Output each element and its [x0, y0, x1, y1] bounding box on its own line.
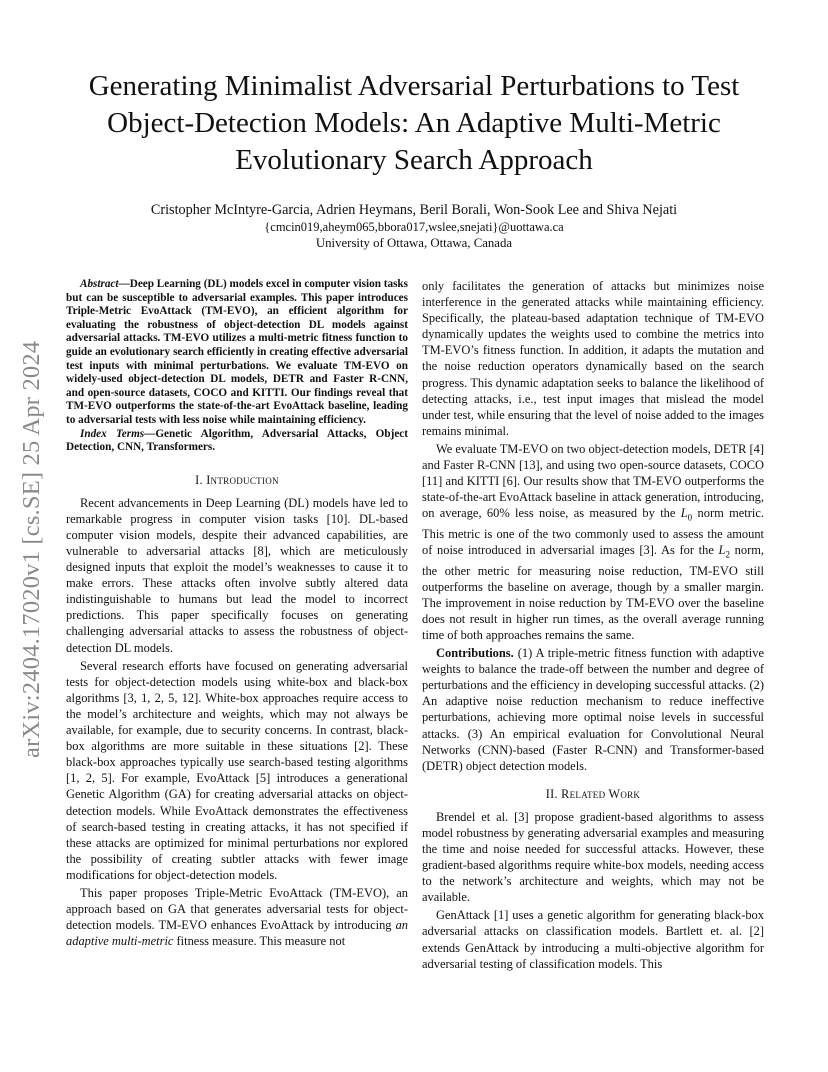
related-paragraph-2: GenAttack [1] uses a genetic algorithm for generating black-box adversarial attacks on classification models. Bartlett et. al. [2] extends GenAttack by introducing a multi-objective algorithm for adversarial testing of classification models. This	[422, 908, 764, 971]
l0-symbol: L	[680, 506, 688, 521]
contributions-text: (1) A triple-metric fitness function with adaptive weights to balance the trade-off between the number and degree of perturbations and the efficiency in developing successful attacks. (2) An adaptive noise reduction mechanism to reduce ineffective perturbations, achieving more optimal noise levels in successful attacks. (3) An empirical evaluation for Convolutional Neural Networks (CNN)-based (Faster R-CNN) and Transformer-based (DETR) object detection models.	[422, 646, 764, 773]
abstract-text: —Deep Learning (DL) models excel in computer vision tasks but can be susceptible to adversarial examples. This paper introduces Triple-Metric EvoAttack (TM-EVO), an efficient algorithm for evaluating the robustness of object-detection DL models against adversarial attacks. TM-EVO utilizes a multi-metric fitness function to guide an evolutionary search efficiently in creating effective adversarial test inputs with minimal perturbations. We evaluate TM-EVO on widely-used object-detection DL models, DETR and Faster R-CNN, and open-source datasets, COCO and KITTI. Our findings reveal that TM-EVO outperforms the state-of-the-art EvoAttack baseline, leading to adversarial tests with less noise while maintaining efficiency.	[66, 278, 408, 426]
intro-paragraph-4-a: We evaluate TM-EVO on two object-detection models, DETR [4] and Faster R-CNN [13], and using two open-source datasets, COCO [11] and KITTI [6]. Our results show that TM-EVO outperforms the state-of-the-art EvoAttack baseline in attack generation, introducing, on average, 60% less noise, as measured by the	[422, 441, 764, 521]
intro-paragraph-3-start: This paper proposes Triple-Metric EvoAttack (TM-EVO), an approach based on GA that generates adversarial tests for object-detection models. TM-EVO enhances EvoAttack by introducing	[66, 885, 408, 933]
abstract	[66, 278, 408, 428]
left-column	[66, 278, 408, 949]
right-column	[422, 278, 764, 972]
intro-paragraph-4	[422, 441, 764, 643]
section-heading-introduction	[66, 472, 408, 488]
l2-subscript: 2	[725, 549, 730, 560]
section-title: Introduction	[206, 472, 279, 487]
related-paragraph-1: Brendel et al. [3] propose gradient-based algorithms to assess model robustness by generating adversarial examples and measuring the time and noise needed for successful attacks. However, these gradient-based algorithms require white-box models, needing access to the network’s architecture and weights, which may not be available.	[422, 809, 764, 905]
intro-paragraph-4-c: norm, the other metric for measuring noise reduction, TM-EVO still outperforms the baseline on average, though by a smaller margin. The improvement in noise reduction by TM-EVO over the baseline does not result in higher run times, as the overall average running time of both approaches remains the same.	[422, 542, 764, 642]
index-terms-text: —Genetic Algorithm, Adversarial Attacks, Object Detection, CNN, Transformers.	[66, 427, 408, 454]
l2-symbol: L	[718, 542, 726, 557]
paper-title: Generating Minimalist Adversarial Perturbations to Test Object-Detection Models: An Adaptive Multi-Metric Evolutionary Search Approach	[88, 70, 740, 176]
l0-subscript: 0	[687, 512, 693, 523]
abstract-lead: Abstract	[80, 278, 119, 290]
section-number: I.	[195, 472, 207, 487]
arxiv-identifier-stamp: arXiv:2404.17020v1 [cs.SE] 25 Apr 2024	[18, 340, 45, 758]
intro-paragraph-3-end: fitness measure. This measure not	[173, 934, 346, 949]
intro-paragraph-3-emphasis: an adaptive multi-metric	[66, 918, 408, 949]
section-heading-related-work	[422, 786, 764, 802]
contributions-lead: Contributions.	[436, 646, 514, 661]
index-terms	[66, 428, 408, 455]
author-emails: {cmcin019,aheym065,bbora017,wslee,snejati}@uottawa.ca	[264, 220, 564, 234]
intro-paragraph-2: Several research efforts have focused on generating adversarial tests for object-detection models using white-box and black-box algorithms [3, 1, 2, 5, 12]. White-box approaches require access to the model’s architecture and weights, which may not always be available, for example, due to security concerns. In contrast, black-box algorithms are more suitable in these situations [2]. These black-box approaches typically use search-based testing algorithms [1, 2, 5]. For example, EvoAttack [5] introduces a generational Genetic Algorithm (GA) for creating adversarial attacks on object-detection models. While EvoAttack demonstrates the effectiveness of search-based testing in creating attacks, it has not specified if these attacks are optimized for minimal perturbations nor explored the possibility of creating subtler attacks with fewer image modifications for object-detection models.	[66, 658, 408, 882]
index-terms-lead: Index Terms	[80, 427, 145, 440]
intro-paragraph-1: Recent advancements in Deep Learning (DL) models have led to remarkable progress in computer vision tasks [10]. DL-based computer vision models, despite their advanced capabilities, are vulnerable to adversarial attacks [8], which are meticulously designed inputs that exploit the model’s weaknesses to cause it to make errors. These attacks often involve subtly altered data indistinguishable to humans but lead the model to incorrect predictions. This paper specifically focuses on generating challenging adversarial attacks to assess the robustness of object-detection DL models.	[66, 495, 408, 655]
section-title: Related Work	[561, 786, 641, 801]
intro-paragraph-3-continued: only facilitates the generation of attacks but minimizes noise interference in the generated attacks while maintaining efficiency. Specifically, the plateau-based adaptation technique of TM-EVO dynamically updates the weights used to combine the metrics into TM-EVO’s fitness function. In addition, it adapts the mutation and the noise reduction operators dynamically based on the search progress. This dynamic adaptation seeks to balance the likelihood of detecting attacks, i.e., test input images that mislead the model under test, while ensuring that the level of noise added to the images remains minimal.	[422, 279, 764, 438]
intro-paragraph-3	[66, 885, 408, 949]
intro-paragraph-4-b: norm metric. This metric is one of the two commonly used to assess the amount of noise introduced in adversarial images [3]. As for the	[422, 506, 764, 557]
section-number: II.	[545, 786, 562, 801]
author-affiliation: University of Ottawa, Ottawa, Canada	[315, 236, 513, 250]
contributions-paragraph	[422, 645, 764, 774]
author-list: Cristopher McIntyre-Garcia, Adrien Heymans, Beril Borali, Won-Sook Lee and Shiva Nejati	[150, 202, 678, 218]
